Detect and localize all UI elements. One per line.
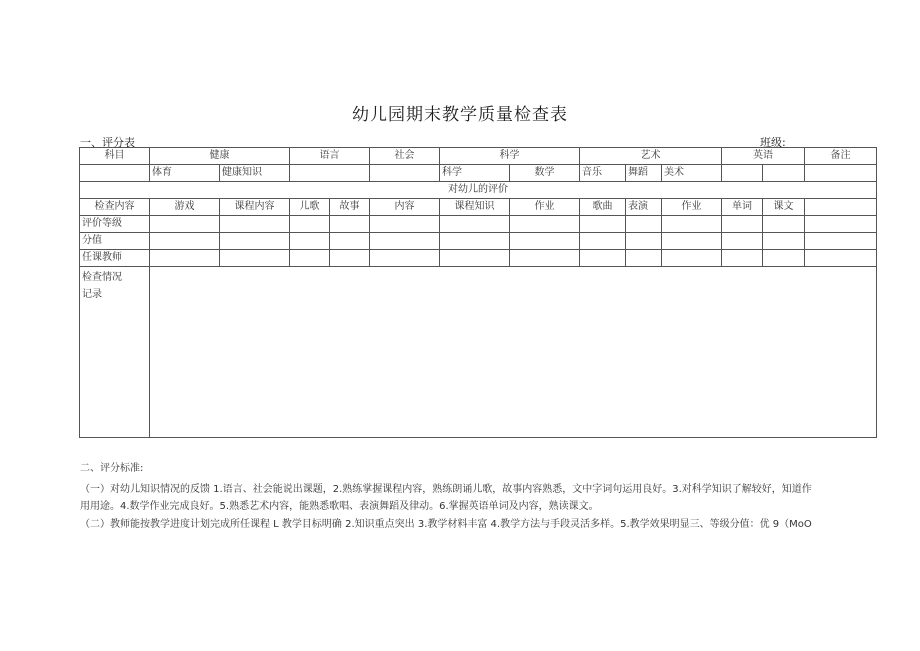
table-row-subjects bbox=[80, 148, 877, 165]
table-cell bbox=[662, 216, 722, 233]
cell-content: 内容 bbox=[370, 199, 440, 216]
table-cell bbox=[150, 233, 220, 250]
table-cell bbox=[626, 233, 662, 250]
cell-english: 英语 bbox=[722, 148, 805, 165]
cell-nursery-rhyme: 儿歌 bbox=[290, 199, 330, 216]
cell-pe: 体育 bbox=[150, 165, 220, 182]
table-cell bbox=[440, 233, 510, 250]
table-row-grade bbox=[80, 216, 877, 233]
cell-fine-art: 美术 bbox=[662, 165, 722, 182]
table-cell bbox=[805, 233, 877, 250]
table-cell bbox=[370, 233, 440, 250]
record-label-line-2: 记录 bbox=[82, 289, 102, 300]
cell-child-evaluation: 对幼儿的评价 bbox=[80, 182, 877, 199]
cell-teacher-label: 任课教师 bbox=[80, 250, 150, 267]
table-cell bbox=[805, 250, 877, 267]
table-cell bbox=[370, 250, 440, 267]
table-row-subcategories bbox=[80, 165, 877, 182]
criteria-line-1: （一）对幼儿知识情况的反馈 1.语言、社会能说出课题，2.熟练掌握课程内容，熟练朗诵儿歌，故事内容熟悉，文中字词句运用良好。3.对科学知识了解较好，知道作 bbox=[80, 483, 812, 495]
table-cell bbox=[805, 199, 877, 216]
cell-remarks: 备注 bbox=[805, 148, 877, 165]
cell-words: 单词 bbox=[722, 199, 763, 216]
cell-subject-label: 科目 bbox=[80, 148, 150, 165]
cell-math: 数学 bbox=[510, 165, 580, 182]
cell-art: 艺术 bbox=[580, 148, 722, 165]
cell-language: 语言 bbox=[290, 148, 370, 165]
table-cell bbox=[662, 250, 722, 267]
table-row-check-content bbox=[80, 199, 877, 216]
table-cell bbox=[662, 233, 722, 250]
table-cell bbox=[510, 216, 580, 233]
cell-society: 社会 bbox=[370, 148, 440, 165]
table-cell bbox=[805, 216, 877, 233]
table-cell bbox=[80, 165, 150, 182]
cell-record-area bbox=[150, 267, 877, 438]
cell-game: 游戏 bbox=[150, 199, 220, 216]
criteria-line-3: （二）教师能按教学进度计划完成所任课程 L 教学目标明确 2.知识重点突出 3.教学材料丰富 4.教学方法与手段灵活多样。5.教学效果明显三、等级分值：优 9（MoO bbox=[80, 518, 812, 530]
section-heading-criteria: 二、评分标准: bbox=[80, 463, 144, 474]
section-heading-scoring-table: 一、评分表 bbox=[80, 136, 135, 149]
table-cell bbox=[440, 216, 510, 233]
table-cell bbox=[290, 233, 330, 250]
table-cell bbox=[440, 250, 510, 267]
cell-record-label bbox=[80, 267, 150, 438]
cell-story: 故事 bbox=[330, 199, 370, 216]
cell-science: 科学 bbox=[440, 148, 580, 165]
table-cell bbox=[763, 250, 805, 267]
table-row-evaluation-header bbox=[80, 182, 877, 199]
table-cell bbox=[626, 250, 662, 267]
table-cell bbox=[330, 233, 370, 250]
table-cell bbox=[370, 216, 440, 233]
cell-science-sub: 科学 bbox=[440, 165, 510, 182]
cell-homework: 作业 bbox=[510, 199, 580, 216]
record-label-line-1: 检查情况 bbox=[82, 272, 122, 283]
page-title: 幼儿园期末教学质量检查表 bbox=[352, 105, 568, 125]
table-cell bbox=[626, 216, 662, 233]
cell-performance: 表演 bbox=[626, 199, 662, 216]
cell-text: 课文 bbox=[763, 199, 805, 216]
table-cell bbox=[805, 165, 877, 182]
table-cell bbox=[722, 250, 763, 267]
table-cell bbox=[510, 233, 580, 250]
table-cell bbox=[763, 165, 805, 182]
cell-course-knowledge: 课程知识 bbox=[440, 199, 510, 216]
table-cell bbox=[580, 250, 626, 267]
table-row-record bbox=[80, 267, 877, 438]
table-cell bbox=[290, 250, 330, 267]
cell-health: 健康 bbox=[150, 148, 290, 165]
table-cell bbox=[220, 216, 290, 233]
table-cell bbox=[370, 165, 440, 182]
cell-score-label: 分值 bbox=[80, 233, 150, 250]
table-cell bbox=[722, 165, 763, 182]
class-label: 班级: bbox=[760, 136, 786, 149]
table-cell bbox=[763, 233, 805, 250]
cell-health-knowledge: 健康知识 bbox=[220, 165, 290, 182]
cell-dance: 舞蹈 bbox=[626, 165, 662, 182]
cell-grade-label: 评价等级 bbox=[80, 216, 150, 233]
table-cell bbox=[763, 216, 805, 233]
cell-check-content: 检查内容 bbox=[80, 199, 150, 216]
cell-homework-2: 作业 bbox=[662, 199, 722, 216]
table-cell bbox=[220, 250, 290, 267]
table-cell bbox=[580, 233, 626, 250]
cell-course-content: 课程内容 bbox=[220, 199, 290, 216]
table-cell bbox=[510, 250, 580, 267]
table-cell bbox=[290, 165, 370, 182]
table-cell bbox=[722, 233, 763, 250]
table-row-teacher bbox=[80, 250, 877, 267]
table-cell bbox=[150, 216, 220, 233]
cell-music: 音乐 bbox=[580, 165, 626, 182]
table-cell bbox=[330, 250, 370, 267]
table-cell bbox=[220, 233, 290, 250]
table-cell bbox=[290, 216, 330, 233]
cell-song: 歌曲 bbox=[580, 199, 626, 216]
table-cell bbox=[580, 216, 626, 233]
scoring-criteria bbox=[80, 460, 880, 533]
table-cell bbox=[330, 216, 370, 233]
criteria-line-2: 用用途。4.数学作业完成良好。5.熟悉艺术内容，能熟悉歌唱、表演舞蹈及律动。6.掌握英语单词及内容，熟读课文。 bbox=[80, 501, 599, 512]
table-row-score bbox=[80, 233, 877, 250]
inspection-table bbox=[79, 147, 877, 438]
table-cell bbox=[722, 216, 763, 233]
table-cell bbox=[150, 250, 220, 267]
